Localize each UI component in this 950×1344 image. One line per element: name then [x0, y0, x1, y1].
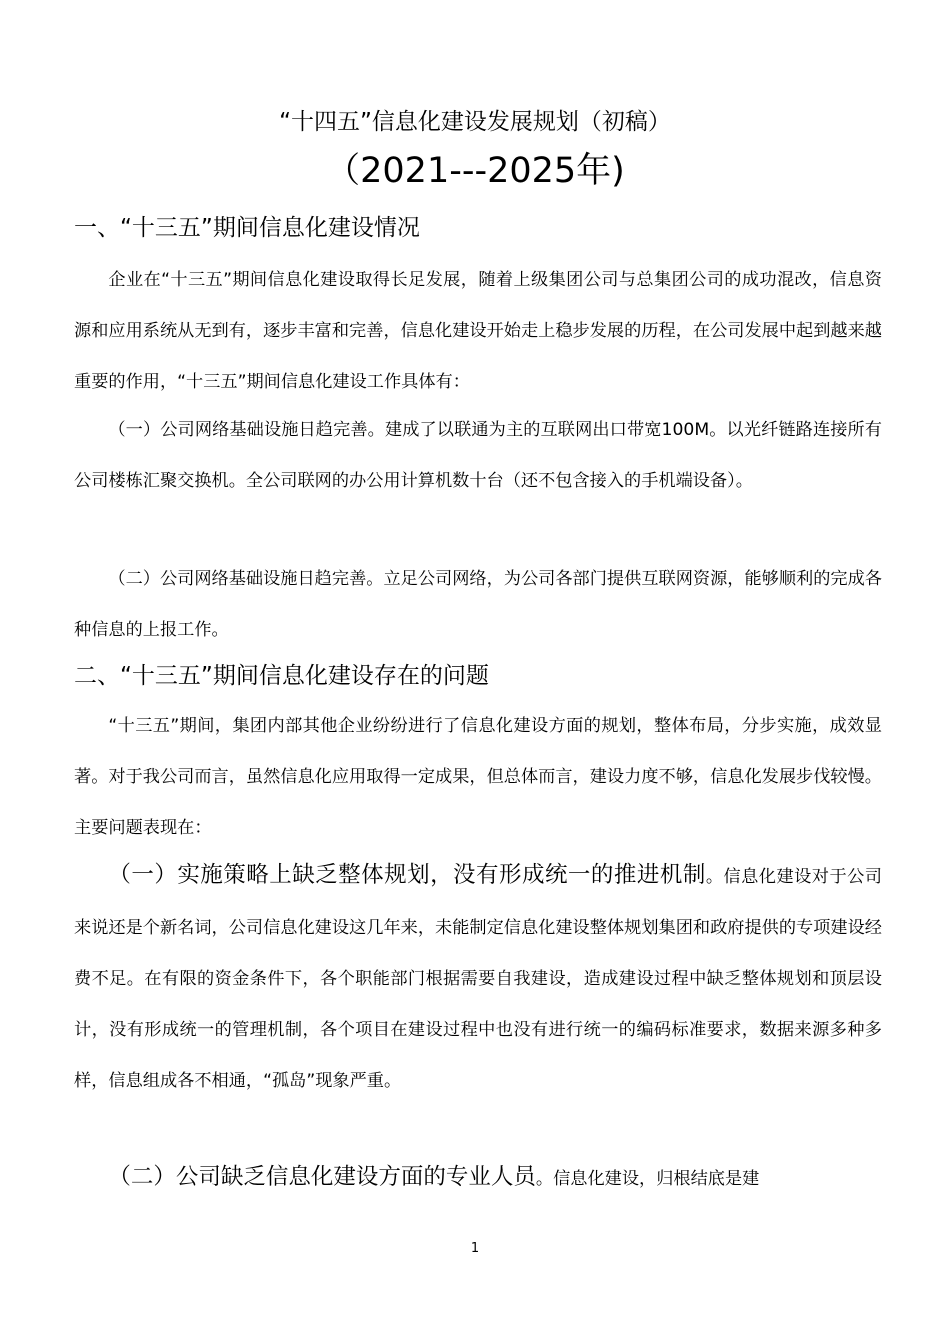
item-body-text: 。信息化建设对于公司来说还是个新名词，公司信息化建设这几年来，未能制定信息化建设整体规划集团和政府提供的专项建设经费不足。在有限的资金条件下，各个职能部门根据需要自我建设，造成建设过程中缺乏整体规划和顶层设计，没有形成统一的管理机制，各个项目在建设过程中也没有进行统一的编码标准要求，数据来源多种多样，信息组成各不相通，“孤岛”现象严重。 [74, 867, 882, 1091]
section-heading-1: 一、“十三五”期间信息化建设情况 [74, 215, 420, 241]
paragraph: “十三五”期间，集团内部其他企业纷纷进行了信息化建设方面的规划，整体布局，分步实施，成效显著。对于我公司而言，虽然信息化应用取得一定成果，但总体而言，建设力度不够，信息化发展步伐较慢。主要问题表现在： [74, 716, 882, 838]
item-lead-text: （二）公司缺乏信息化建设方面的专业人员 [108, 1164, 536, 1190]
paragraph: 企业在“十三五”期间信息化建设取得长足发展，随着上级集团公司与总集团公司的成功混改，信息资源和应用系统从无到有，逐步丰富和完善，信息化建设开始走上稳步发展的历程，在公司发展中起到越来越重要的作用，“十三五”期间信息化建设工作具体有： [74, 270, 882, 392]
numbered-item-1 [74, 850, 882, 1107]
numbered-item-2 [74, 1152, 882, 1205]
paragraph: （一）公司网络基础设施日趋完善。建成了以联通为主的互联网出口带宽100M。以光纤链路连接所有公司楼栋汇聚交换机。全公司联网的办公用计算机数十台（还不包含接入的手机端设备）。 [74, 420, 882, 491]
page-number: 1 [470, 1241, 480, 1256]
item-lead-text: （一）实施策略上缺乏整体规划，没有形成统一的推进机制 [108, 862, 706, 888]
document-subtitle-years: （2021---2025年) [325, 151, 625, 191]
paragraph: （二）公司网络基础设施日趋完善。立足公司网络，为公司各部门提供互联网资源，能够顺利的完成各种信息的上报工作。 [74, 569, 882, 640]
item-body-text: 。信息化建设，归根结底是建 [535, 1169, 760, 1189]
document-title: “十四五”信息化建设发展规划（初稿） [279, 109, 671, 135]
section-heading-2: 二、“十三五”期间信息化建设存在的问题 [74, 663, 489, 689]
